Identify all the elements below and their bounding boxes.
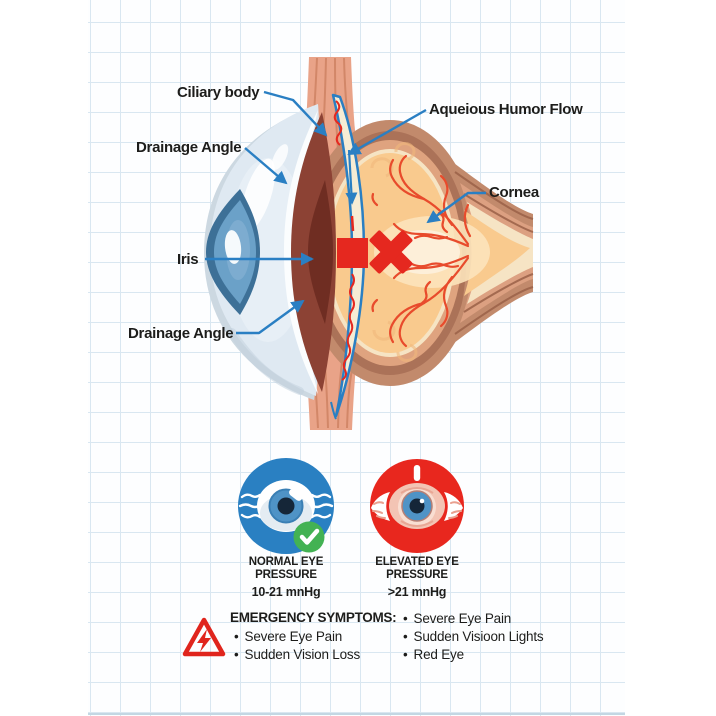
symptom-item bbox=[403, 646, 543, 664]
symptom-item bbox=[234, 628, 360, 646]
symptom-item bbox=[403, 628, 543, 646]
symptom-text: Severe Eye Pain bbox=[413, 611, 512, 626]
emergency-heading: EMERGENCY SYMPTOMS: bbox=[230, 610, 397, 625]
symptom-item bbox=[403, 610, 543, 628]
label-drainage-angle-top: Drainage Angle bbox=[136, 139, 242, 156]
warning-triangle-icon bbox=[185, 620, 223, 654]
label-cornea: Cornea bbox=[489, 184, 539, 201]
caption-normal-pressure bbox=[221, 556, 351, 599]
normal-pressure-line1: NORMAL EYE bbox=[248, 556, 324, 568]
label-ciliary-body: Ciliary body bbox=[177, 84, 260, 101]
caption-elevated-pressure bbox=[352, 556, 482, 599]
normal-pressure-line2: PRESSURE bbox=[255, 569, 317, 581]
label-aqueous-humor-flow: Aqueious Humor Flow bbox=[429, 101, 583, 118]
bullet-icon: • bbox=[403, 611, 408, 626]
emergency-column-1 bbox=[234, 628, 360, 664]
label-drainage-angle-bottom: Drainage Angle bbox=[128, 325, 234, 342]
bullet-icon: • bbox=[403, 647, 408, 662]
elevated-pressure-line2: PRESSURE bbox=[386, 569, 448, 581]
bullet-icon: • bbox=[234, 647, 239, 662]
bullet-icon: • bbox=[403, 629, 408, 644]
symptom-text: Sudden Visioon Lights bbox=[413, 629, 544, 644]
blockage-square bbox=[337, 238, 368, 268]
eye-icon-normal bbox=[238, 458, 334, 554]
symptom-text: Sudden Vision Loss bbox=[244, 647, 361, 662]
symptom-text: Red Eye bbox=[413, 647, 464, 662]
eye-icon-elevated bbox=[370, 459, 464, 553]
symptom-text: Severe Eye Pain bbox=[244, 629, 343, 644]
bullet-icon: • bbox=[234, 629, 239, 644]
symptom-item bbox=[234, 646, 360, 664]
normal-pressure-value: 10-21 mnHg bbox=[251, 585, 321, 599]
elevated-pressure-line1: ELEVATED EYE bbox=[375, 556, 459, 568]
check-icon bbox=[294, 522, 325, 553]
label-iris: Iris bbox=[177, 251, 199, 268]
elevated-pressure-value: >21 mnHg bbox=[387, 585, 447, 599]
emergency-column-2 bbox=[403, 610, 543, 664]
